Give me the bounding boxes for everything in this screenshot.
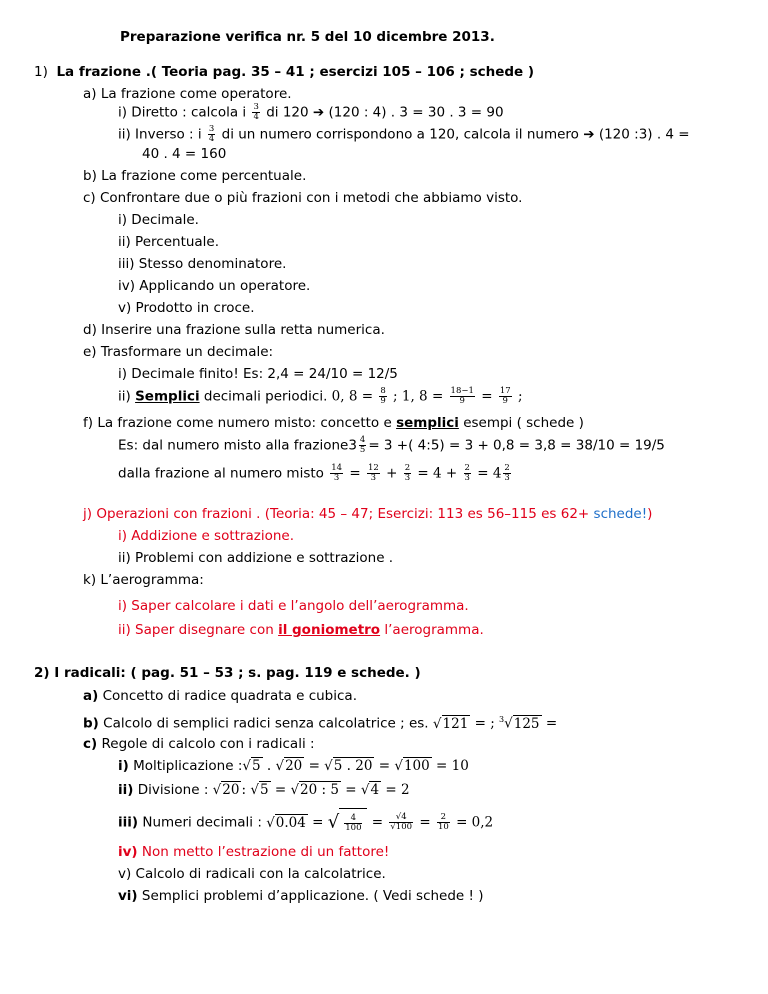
- square-root: √121: [432, 715, 469, 732]
- text: ii) Inverso : i: [118, 126, 202, 143]
- text: Moltiplicazione :: [133, 758, 243, 774]
- underlined-word: Semplici: [135, 388, 200, 405]
- math: =: [371, 814, 384, 831]
- square-root: √ $\frac{4}{100}$: [328, 808, 368, 837]
- numerator: 17: [499, 386, 511, 396]
- section-title: La frazione .( Teoria pag. 35 – 41 ; esercizi 105 – 106 ; schede ): [56, 64, 535, 80]
- math: = 2: [385, 782, 410, 798]
- square-root: √4: [360, 782, 380, 798]
- numerator: √4: [389, 813, 413, 823]
- denominator: 4: [253, 112, 259, 122]
- fraction: [437, 813, 450, 832]
- item-f-example-2: [118, 464, 513, 483]
- math: =: [378, 758, 391, 774]
- item-2a: [83, 687, 357, 705]
- item-label: k): [83, 572, 97, 588]
- item-label: c): [83, 190, 96, 206]
- underlined-word: semplici: [396, 415, 459, 431]
- item-2c-ii: [118, 781, 410, 799]
- square-root: √5 . 20: [324, 758, 373, 774]
- text: Divisione :: [137, 782, 209, 798]
- text: Es: dal numero misto alla frazione: [118, 437, 349, 454]
- math: =: [419, 814, 431, 831]
- math: 0, 8 =: [331, 388, 374, 405]
- numerator: 2: [504, 463, 510, 473]
- item-e: [83, 343, 273, 361]
- item-text: La frazione come operatore.: [100, 86, 292, 102]
- math: =: [345, 782, 357, 798]
- whole-part: 3: [348, 437, 357, 454]
- square-root: √5: [250, 782, 269, 798]
- item-f: [83, 414, 584, 432]
- text: dalla frazione al numero misto: [118, 465, 324, 482]
- radicand: 20: [222, 782, 240, 798]
- item-2c-i: [118, 757, 469, 775]
- denominator: 5: [359, 445, 366, 455]
- math: =: [274, 782, 287, 798]
- item-2b: [83, 711, 557, 733]
- item-text: Trasformare un decimale:: [100, 344, 274, 360]
- text: (120 : 4) . 3 = 30 . 3 = 90: [328, 104, 504, 121]
- item-label: d): [83, 322, 97, 338]
- item-2c: [83, 735, 315, 753]
- math: =: [545, 715, 558, 732]
- item-a: [83, 85, 292, 103]
- item-text: Operazioni con frazioni . (Teoria: 45 – 47; Esercizi: 113 es 56–115 es 62+: [96, 506, 590, 522]
- fraction: [450, 387, 475, 406]
- item-label: e): [83, 344, 97, 360]
- math: ;: [517, 388, 523, 405]
- section-1-heading: [34, 63, 534, 81]
- numerator: 18−1: [450, 386, 474, 396]
- fraction: [252, 103, 259, 122]
- denominator: 3: [333, 473, 340, 483]
- item-j-ii: ii) Problemi con addizione e sottrazione .: [118, 550, 394, 566]
- square-root: √20: [275, 758, 303, 774]
- item-text: esempi ( schede ): [463, 415, 584, 431]
- numerator: 4: [344, 814, 362, 824]
- item-k-i: i) Saper calcolare i dati e l’angolo dell’aerogramma.: [118, 598, 469, 614]
- text: i) Diretto : calcola i: [118, 104, 247, 121]
- radicand: 0.04: [275, 814, 306, 831]
- text: l’aerogramma.: [384, 622, 484, 638]
- radicand: 20 : 5: [300, 782, 339, 798]
- sub-label: iv): [118, 844, 138, 860]
- math: =: [349, 465, 361, 482]
- fraction: [389, 813, 413, 832]
- sub-label: i): [118, 758, 129, 774]
- denominator: 3: [504, 473, 510, 483]
- sub-label: ii): [118, 782, 134, 798]
- numerator: 14: [331, 463, 343, 473]
- item-a-ii: [118, 125, 690, 144]
- denominator: 3: [370, 473, 377, 483]
- numerator: 2: [404, 463, 411, 473]
- fraction: [344, 814, 362, 833]
- item-2c-vi: [118, 887, 484, 905]
- math: .: [266, 758, 272, 774]
- item-f-example-1: [118, 436, 665, 455]
- denominator: 100: [345, 822, 362, 833]
- square-root: √20: [212, 782, 240, 798]
- fraction: [379, 387, 386, 406]
- text: di un numero corrispondono a 120, calcola il numero: [221, 126, 579, 143]
- item-a-i: [118, 103, 504, 122]
- text: Semplici problemi d’applicazione. ( Vedi schede ! ): [141, 888, 484, 904]
- item-label: j): [83, 506, 93, 522]
- numerator: 12: [367, 463, 379, 473]
- item-text: ): [647, 506, 653, 522]
- fraction: [404, 464, 411, 483]
- item-j: [83, 505, 652, 523]
- denominator: 3: [404, 473, 411, 483]
- item-a-ii-continued: 40 . 4 = 160: [142, 146, 227, 162]
- text: ii) Saper disegnare con: [118, 622, 274, 638]
- denominator: 9: [502, 396, 508, 406]
- square-root: √5: [242, 758, 261, 774]
- sub-label: vi): [118, 888, 138, 904]
- underlined-word: il goniometro: [278, 622, 381, 638]
- fraction: [208, 125, 215, 144]
- fraction: [367, 464, 380, 483]
- text: di 120: [266, 104, 309, 121]
- cube-root: $^3$√125: [499, 715, 540, 732]
- square-root: √100: [394, 758, 430, 774]
- item-label: a): [83, 86, 97, 102]
- radicand: 125: [513, 715, 540, 732]
- fraction: [499, 387, 512, 406]
- radicand: 5: [251, 758, 261, 774]
- item-2c-v: v) Calcolo di radicali con la calcolatrice.: [118, 866, 386, 882]
- numerator: 2: [437, 813, 450, 823]
- item-j-i: i) Addizione e sottrazione.: [118, 528, 294, 544]
- item-c-ii: ii) Percentuale.: [118, 234, 220, 250]
- schede-link-text: schede!: [593, 506, 648, 522]
- item-text: Regole di calcolo con i radicali :: [101, 736, 315, 752]
- text: decimali periodici.: [203, 388, 328, 405]
- square-root: √0.04: [266, 814, 306, 831]
- radicand: 5 . 20: [333, 758, 373, 774]
- numerator: 3: [208, 124, 215, 134]
- fraction: [359, 436, 366, 455]
- item-c-iv: iv) Applicando un operatore.: [118, 278, 311, 294]
- item-text: La frazione come percentuale.: [101, 168, 307, 184]
- numerator: 4: [359, 435, 366, 445]
- item-c-i: i) Decimale.: [118, 212, 199, 228]
- arrow-right-icon: ➔: [312, 104, 325, 121]
- math: = 4: [477, 465, 502, 482]
- denominator: 9: [459, 396, 465, 406]
- item-text: Concetto di radice quadrata e cubica.: [102, 688, 357, 704]
- numerator: 3: [253, 102, 259, 112]
- denominator: 10: [437, 822, 449, 832]
- item-label: b): [83, 168, 97, 184]
- text: Non metto l’estrazione di un fattore!: [141, 844, 390, 860]
- item-text: Confrontare due o più frazioni con i metodi che abbiamo visto.: [100, 190, 523, 206]
- item-label: b): [83, 715, 99, 732]
- math: ; 1, 8 =: [393, 388, 444, 405]
- radicand: 20: [285, 758, 303, 774]
- math: = ;: [474, 715, 495, 732]
- text: Numeri decimali :: [142, 814, 262, 831]
- root-index: 3: [499, 715, 505, 724]
- radicand: 100: [403, 758, 430, 774]
- item-d: [83, 321, 385, 339]
- math: =: [481, 388, 493, 405]
- item-label: c): [83, 736, 98, 752]
- radicand: 5: [259, 782, 269, 798]
- item-c-v: v) Prodotto in croce.: [118, 300, 255, 316]
- item-c-iii: iii) Stesso denominatore.: [118, 256, 287, 272]
- item-c: [83, 189, 522, 207]
- item-2c-iv: [118, 843, 389, 861]
- math: =: [308, 758, 320, 774]
- numerator: 8: [380, 386, 386, 396]
- item-k: [83, 571, 204, 589]
- section-number: 1): [34, 64, 48, 80]
- sub-label: iii): [118, 814, 139, 831]
- item-2c-iii: [118, 808, 493, 837]
- fraction: [464, 464, 471, 483]
- math: = 4 +: [417, 465, 458, 482]
- item-e-i: i) Decimale finito! Es: 2,4 = 24/10 = 12/5: [118, 366, 398, 382]
- math: =: [312, 814, 324, 831]
- denominator: 9: [380, 396, 386, 406]
- section-2-heading: [34, 664, 421, 682]
- text: (120 :3) . 4 =: [598, 126, 690, 143]
- section-title: I radicali: ( pag. 51 – 53 ; s. pag. 119 e schede. ): [54, 665, 421, 681]
- square-root: √20 : 5: [290, 782, 339, 798]
- math: +: [386, 465, 398, 482]
- item-k-ii: [118, 621, 484, 639]
- item-text: Calcolo di semplici radici senza calcolatrice ; es.: [103, 715, 429, 732]
- item-label: a): [83, 688, 99, 704]
- radicand: 121: [442, 715, 469, 732]
- math: = 0,2: [456, 814, 494, 831]
- page-title: Preparazione verifica nr. 5 del 10 dicembre 2013.: [120, 29, 495, 45]
- denominator: 3: [464, 473, 470, 483]
- numerator: 2: [464, 463, 470, 473]
- math: :: [241, 782, 247, 798]
- radicand: 4: [370, 782, 380, 798]
- arrow-right-icon: ➔: [583, 126, 595, 143]
- section-number: 2): [34, 665, 50, 681]
- math: = 10: [436, 758, 469, 774]
- item-e-ii: [118, 387, 523, 406]
- fraction: [503, 464, 510, 483]
- fraction: [330, 464, 343, 483]
- text: ii): [118, 388, 131, 405]
- denominator: 4: [208, 134, 215, 144]
- item-text: Inserire una frazione sulla retta numerica.: [101, 322, 385, 338]
- item-text: La frazione come numero misto: concetto e: [97, 415, 392, 431]
- denominator: √100: [390, 822, 413, 832]
- text: = 3 +( 4:5) = 3 + 0,8 = 3,8 = 38/10 = 19/5: [368, 437, 665, 454]
- item-text: L’aerogramma:: [100, 572, 204, 588]
- item-label: f): [83, 415, 94, 431]
- item-b: [83, 167, 306, 185]
